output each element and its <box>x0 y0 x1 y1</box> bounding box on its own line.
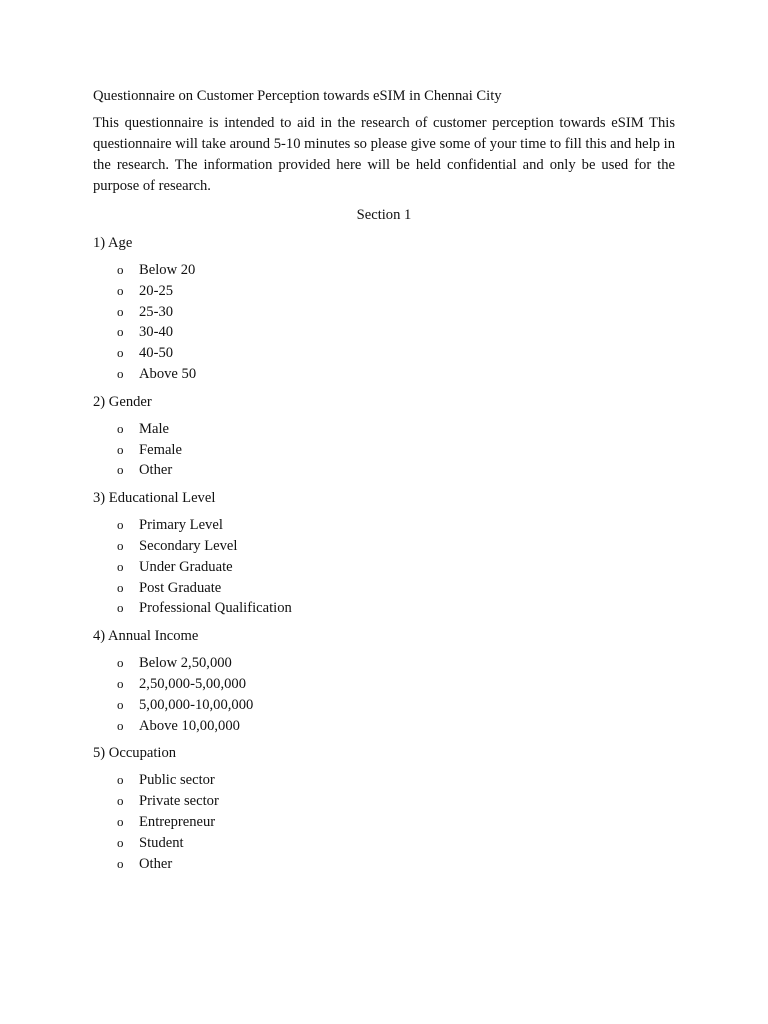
document-title: Questionnaire on Customer Perception towards eSIM in Chennai City <box>93 88 502 104</box>
option-label: Public sector <box>139 772 215 789</box>
option-list <box>93 653 675 736</box>
document-page <box>93 85 675 874</box>
question-label: 4) Annual Income <box>93 628 199 645</box>
question-label: 5) Occupation <box>93 745 177 762</box>
option-list <box>93 515 675 619</box>
option-item[interactable] <box>93 281 675 302</box>
option-label: Secondary Level <box>139 537 238 554</box>
option-label: 5,00,000-10,00,000 <box>139 696 254 713</box>
bullet-icon: o <box>117 462 124 478</box>
option-item[interactable] <box>93 536 675 557</box>
option-label: Private sector <box>139 793 219 810</box>
question-educational-level <box>93 487 675 619</box>
option-item[interactable] <box>93 515 675 536</box>
bullet-icon: o <box>117 558 124 574</box>
option-label: Male <box>139 420 169 437</box>
question-list <box>93 232 675 874</box>
option-label: Other <box>139 462 173 479</box>
question-age <box>93 232 675 385</box>
bullet-icon: o <box>117 696 124 712</box>
bullet-icon: o <box>117 855 124 871</box>
bullet-icon: o <box>117 579 124 595</box>
option-item[interactable] <box>93 695 675 716</box>
bullet-icon: o <box>117 303 124 319</box>
bullet-icon: o <box>117 793 124 809</box>
option-item[interactable] <box>93 578 675 599</box>
intro-paragraph: This questionnaire is intended to aid in the research of customer perception towards eSIM This questionnaire will take around 5-10 minutes so please give some of your time to fill this and help in the research. The information provided here will be held confidential and only be used for the purpose of research. <box>93 115 676 194</box>
option-label: Female <box>139 441 182 458</box>
option-item[interactable] <box>93 419 675 440</box>
bullet-icon: o <box>117 600 124 616</box>
option-item[interactable] <box>93 770 675 791</box>
question-annual-income <box>93 625 675 736</box>
option-label: Professional Qualification <box>139 600 292 617</box>
option-item[interactable] <box>93 364 675 385</box>
bullet-icon: o <box>117 813 124 829</box>
question-label: 1) Age <box>93 235 133 251</box>
option-label: Other <box>139 855 173 872</box>
bullet-icon: o <box>117 282 124 298</box>
option-label: 2,50,000-5,00,000 <box>139 675 247 692</box>
option-list <box>93 260 675 385</box>
option-item[interactable] <box>93 557 675 578</box>
option-list <box>93 770 675 874</box>
option-label: Below 2,50,000 <box>139 655 232 672</box>
option-item[interactable] <box>93 302 675 323</box>
option-label: Above 10,00,000 <box>139 717 240 734</box>
option-item[interactable] <box>93 598 675 619</box>
bullet-icon: o <box>117 441 124 457</box>
option-item[interactable] <box>93 854 675 875</box>
option-label: Under Graduate <box>139 558 233 575</box>
option-label: 25-30 <box>139 303 174 320</box>
bullet-icon: o <box>117 365 124 381</box>
bullet-icon: o <box>117 537 124 553</box>
bullet-icon: o <box>117 717 124 733</box>
question-label: 3) Educational Level <box>93 490 216 507</box>
option-item[interactable] <box>93 460 675 481</box>
bullet-icon: o <box>117 517 124 533</box>
option-label: Post Graduate <box>139 579 222 596</box>
option-label: Entrepreneur <box>139 813 216 830</box>
bullet-icon: o <box>117 834 124 850</box>
option-label: Primary Level <box>139 517 223 534</box>
option-item[interactable] <box>93 674 675 695</box>
option-item[interactable] <box>93 653 675 674</box>
bullet-icon: o <box>117 675 124 691</box>
bullet-icon: o <box>117 420 124 436</box>
bullet-icon: o <box>117 345 124 361</box>
question-occupation <box>93 742 675 874</box>
question-label: 2) Gender <box>93 393 152 410</box>
question-gender <box>93 391 675 481</box>
bullet-icon: o <box>117 772 124 788</box>
option-list <box>93 419 675 481</box>
option-item[interactable] <box>93 343 675 364</box>
bullet-icon: o <box>117 262 124 277</box>
option-item[interactable] <box>93 440 675 461</box>
option-item[interactable] <box>93 812 675 833</box>
option-item[interactable] <box>93 260 675 281</box>
option-label: Below 20 <box>139 262 196 278</box>
option-item[interactable] <box>93 716 675 737</box>
section-heading: Section 1 <box>356 207 412 223</box>
bullet-icon: o <box>117 324 124 340</box>
option-label: 30-40 <box>139 324 174 341</box>
option-item[interactable] <box>93 833 675 854</box>
option-label: 40-50 <box>139 345 174 362</box>
option-item[interactable] <box>93 791 675 812</box>
option-item[interactable] <box>93 322 675 343</box>
option-label: 20-25 <box>139 282 174 299</box>
option-label: Above 50 <box>139 365 197 382</box>
option-label: Student <box>139 834 184 851</box>
bullet-icon: o <box>117 655 124 671</box>
